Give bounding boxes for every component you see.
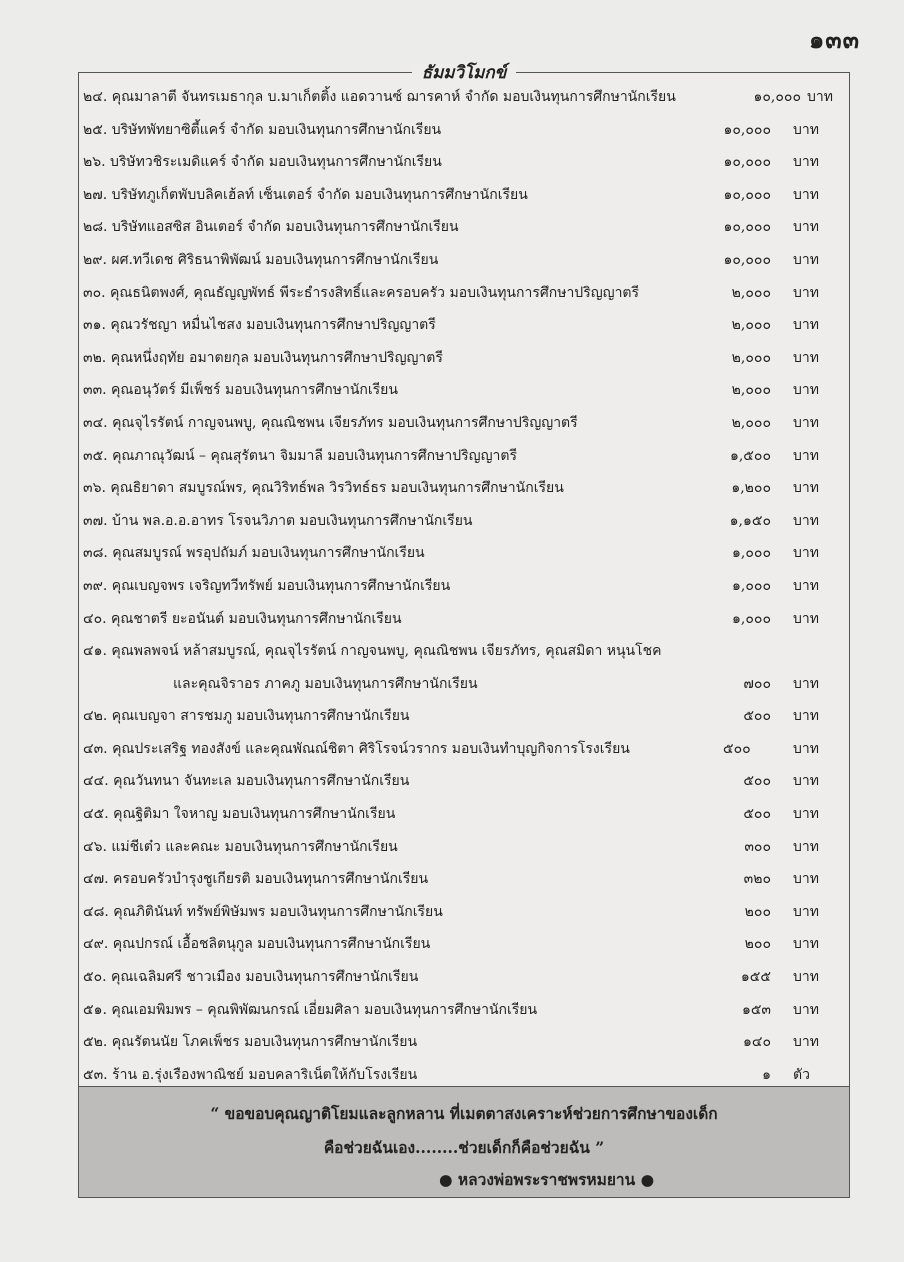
- list-item: [83, 831, 849, 864]
- list-item: [83, 1026, 849, 1059]
- donor-description: ๓๖. คุณธิยาดา สมบูรณ์พร, คุณวิริทธ์พล วิรวิทธ์ธร มอบเงินทุนการศึกษานักเรียน: [83, 480, 564, 497]
- amount-unit: บาท: [793, 1001, 819, 1018]
- quote-box: [79, 1086, 849, 1197]
- donor-description: ๓๘. คุณสมบูรณ์ พรอุปถัมภ์ มอบเงินทุนการศึกษานักเรียน: [83, 545, 425, 562]
- donor-description: ๒๔. คุณมาลาตี จันทรเมธากุล บ.มาเก็ตติ้ง แอดวานซ์ ฌารคาห์ จำกัด มอบเงินทุนการศึกษานักเรียน: [83, 89, 676, 105]
- amount-unit: บาท: [793, 838, 819, 855]
- donor-description: ๔๑. คุณพลพจน์ หล้าสมบูรณ์, คุณจุไรรัตน์ กาญจนพบู, คุณณิชพน เจียรภัทร, คุณสมิดา หนุนโชค: [83, 643, 662, 660]
- quote-line-1: “ ขอขอบคุณญาติโยมและลูกหลาน ที่เมตตาสงเคราะห์ช่วยการศึกษาของเด็ก: [210, 1104, 718, 1123]
- donor-description: ๒๖. บริษัทวชิระเมดิแคร์ จำกัด มอบเงินทุนการศึกษานักเรียน: [83, 154, 442, 171]
- list-item: [83, 635, 849, 668]
- donation-amount: ๑,๑๕๐: [729, 512, 771, 529]
- page-number: ๑๓๓: [808, 25, 860, 54]
- amount-unit: บาท: [793, 708, 819, 725]
- amount-unit: บาท: [793, 740, 819, 757]
- amount-unit: ตัว: [793, 1066, 810, 1083]
- list-item: [83, 211, 849, 244]
- amount-unit: บาท: [793, 349, 819, 366]
- donation-amount: ๕๐๐: [743, 708, 771, 725]
- amount-unit: บาท: [793, 545, 819, 562]
- donation-amount: ๕๐๐: [743, 806, 771, 823]
- amount-unit: บาท: [793, 121, 819, 138]
- list-item: [83, 863, 849, 896]
- amount-unit: บาท: [793, 251, 819, 268]
- donor-description: ๓๓. คุณอนุวัตร์ มีเพ็ชร์ มอบเงินทุนการศึกษานักเรียน: [83, 382, 398, 399]
- donation-amount: ๑๐,๐๐๐: [723, 154, 771, 171]
- donation-amount: ๑๕๕: [740, 969, 771, 986]
- donor-description: ๔๔. คุณวันทนา จันทะเล มอบเงินทุนการศึกษานักเรียน: [83, 773, 410, 790]
- amount-unit: บาท: [793, 186, 819, 203]
- list-item: [83, 146, 849, 179]
- donor-description: ๓๑. คุณวรัชญา หมื่นไชสง มอบเงินทุนการศึกษาปริญญาตรี: [83, 317, 436, 334]
- list-item: [83, 407, 849, 440]
- donor-description: ๔๘. คุณภิตินันท์ ทรัพย์พิษัมพร มอบเงินทุนการศึกษานักเรียน: [83, 903, 443, 920]
- donation-amount: ๑๐,๐๐๐: [723, 186, 771, 203]
- donor-description: ๓๕. คุณภาณุวัฒน์ – คุณสุรัตนา จิมมาลี มอบเงินทุนการศึกษาปริญญาตรี: [83, 447, 517, 464]
- list-item: [83, 277, 849, 310]
- donation-amount: ๑: [762, 1066, 771, 1083]
- amount-unit: บาท: [793, 936, 819, 953]
- amount-unit: บาท: [793, 512, 819, 529]
- list-item: [83, 472, 849, 505]
- list-item: [83, 505, 849, 538]
- list-item: [83, 994, 849, 1027]
- donor-description: ๔๓. คุณประเสริฐ ทองสังข์ และคุณพัณณ์ชิตา ศิริโรจน์วรากร มอบเงินทำบุญกิจการโรงเรียน: [83, 740, 630, 757]
- list-item: [83, 179, 849, 212]
- amount-unit: บาท: [793, 871, 819, 888]
- donor-description: ๓๗. บ้าน พล.อ.อ.อาทร โรจนวิภาต มอบเงินทุนการศึกษานักเรียน: [83, 512, 473, 529]
- donation-amount: ๗๐๐: [743, 675, 771, 692]
- list-item: [83, 570, 849, 603]
- donor-description: ๓๔. คุณจุไรรัตน์ กาญจนพบู, คุณณิชพน เจียรภัทร มอบเงินทุนการศึกษาปริญญาตรี: [83, 414, 578, 431]
- list-item: [83, 928, 849, 961]
- amount-unit: บาท: [793, 219, 819, 236]
- amount-unit: บาท: [793, 154, 819, 171]
- amount-unit: บาท: [793, 382, 819, 399]
- amount-unit: บาท: [793, 806, 819, 823]
- donation-amount: ๑๕๓: [741, 1001, 771, 1018]
- donation-amount: ๒,๐๐๐: [731, 382, 771, 399]
- donor-description: ๕๓. ร้าน อ.รุ่งเรืองพาณิชย์ มอบคลาริเน็ตให้กับโรงเรียน: [83, 1066, 418, 1083]
- list-item: [83, 342, 849, 375]
- list-item: [83, 700, 849, 733]
- section-title: ธัมมวิโมกข์: [412, 63, 517, 83]
- list-item: [83, 81, 849, 114]
- amount-unit: บาท: [793, 317, 819, 334]
- donor-description: ๓๒. คุณหนึ่งฤทัย อมาตยกุล มอบเงินทุนการศึกษาปริญญาตรี: [83, 349, 443, 366]
- quote-line-2: คือช่วยฉันเอง........ช่วยเด็กก็คือช่วยฉัน ”: [323, 1138, 605, 1157]
- list-item: [83, 440, 849, 473]
- donor-description: ๔๐. คุณชาตรี ยะอนันต์ มอบเงินทุนการศึกษานักเรียน: [83, 610, 402, 627]
- donor-list-frame: [78, 63, 850, 1198]
- donation-amount: ๑๐,๐๐๐: [723, 219, 771, 236]
- donation-amount: ๒,๐๐๐: [731, 284, 771, 301]
- list-item: [83, 668, 849, 701]
- list-item: [83, 603, 849, 636]
- donation-amount: ๒,๐๐๐: [731, 414, 771, 431]
- quote-author: ● หลวงพ่อพระราชพรหมยาน ●: [439, 1170, 655, 1189]
- list-item: [83, 114, 849, 147]
- amount-unit: บาท: [793, 1034, 819, 1051]
- donation-amount: ๑,๒๐๐: [731, 480, 771, 497]
- list-item: [83, 537, 849, 570]
- list-item: [83, 961, 849, 994]
- donation-amount: ๑๐,๐๐๐: [723, 251, 771, 268]
- amount-unit: บาท: [793, 577, 819, 594]
- donation-amount: ๓๐๐: [744, 838, 771, 855]
- amount-unit: บาท: [793, 969, 819, 986]
- donation-amount: ๑๔๐: [742, 1034, 771, 1051]
- donor-description: ๒๙. ผศ.ทวีเดช ศิริธนาพิพัฒน์ มอบเงินทุนการศึกษานักเรียน: [83, 251, 439, 268]
- donor-description: ๔๕. คุณฐิติมา ใจหาญ มอบเงินทุนการศึกษานักเรียน: [83, 806, 396, 823]
- amount-unit: บาท: [793, 414, 819, 431]
- donor-description: ๔๖. แม่ชีเต๋ว และคณะ มอบเงินทุนการศึกษานักเรียน: [83, 838, 398, 855]
- list-item: [83, 309, 849, 342]
- donation-amount: ๕๐๐: [723, 740, 751, 757]
- donor-description: และคุณจิราอร ภาคภู มอบเงินทุนการศึกษานักเรียน: [173, 675, 478, 692]
- donation-amount: ๑๐,๐๐๐: [723, 121, 771, 138]
- list-item: [83, 374, 849, 407]
- donation-amount: ๒,๐๐๐: [731, 317, 771, 334]
- list-item: [83, 733, 849, 766]
- donation-amount: ๑๐,๐๐๐: [753, 89, 801, 105]
- donor-description: ๕๑. คุณเอมพิมพร – คุณพิพัฒนกรณ์ เอี่ยมศิลา มอบเงินทุนการศึกษานักเรียน: [83, 1001, 538, 1018]
- donation-amount: ๓๒๐: [743, 871, 771, 888]
- donor-description: ๔๙. คุณปกรณ์ เอื้อชลิตนุกูล มอบเงินทุนการศึกษานักเรียน: [83, 936, 431, 953]
- donation-amount: ๑,๐๐๐: [732, 577, 771, 594]
- donor-description: ๓๙. คุณเบญจพร เจริญทวีทรัพย์ มอบเงินทุนการศึกษานักเรียน: [83, 577, 451, 594]
- amount-unit: บาท: [793, 284, 819, 301]
- donation-amount: ๕๐๐: [743, 773, 771, 790]
- amount-unit: บาท: [793, 480, 819, 497]
- donor-description: ๒๗. บริษัทภูเก็ตพับบลิคเฮ้ลท์ เซ็นเตอร์ จำกัด มอบเงินทุนการศึกษานักเรียน: [83, 186, 528, 203]
- donation-amount: ๑,๕๐๐: [729, 447, 771, 464]
- donor-list: [83, 81, 849, 1091]
- list-item: [83, 765, 849, 798]
- donation-amount: ๒,๐๐๐: [731, 349, 771, 366]
- amount-unit: บาท: [793, 447, 819, 464]
- amount-unit: บาท: [793, 773, 819, 790]
- donor-description: ๔๗. ครอบครัวบำรุงชูเกียรติ มอบเงินทุนการศึกษานักเรียน: [83, 871, 429, 888]
- donation-amount: ๒๐๐: [744, 903, 771, 920]
- amount-unit: บาท: [793, 903, 819, 920]
- amount-unit: บาท: [793, 610, 819, 627]
- donor-description: ๕๐. คุณเฉลิมศรี ชาวเมือง มอบเงินทุนการศึกษานักเรียน: [83, 969, 419, 986]
- amount-unit: บาท: [793, 675, 819, 692]
- donor-description: ๔๒. คุณเบญจา สารชมภู มอบเงินทุนการศึกษานักเรียน: [83, 708, 410, 725]
- donor-description: ๕๒. คุณรัตนนัย โภคเพ็ชร มอบเงินทุนการศึกษานักเรียน: [83, 1034, 418, 1051]
- list-item: [83, 244, 849, 277]
- list-item: [83, 798, 849, 831]
- donor-description: ๒๘. บริษัทแอสซิส อินเตอร์ จำกัด มอบเงินทุนการศึกษานักเรียน: [83, 219, 459, 236]
- donor-description: ๒๕. บริษัทพัทยาซิตี้แคร์ จำกัด มอบเงินทุนการศึกษานักเรียน: [83, 121, 442, 138]
- donor-description: ๓๐. คุณธนิตพงศ์, คุณธัญญพัทธ์ พีระธำรงสิทธิ์และครอบครัว มอบเงินทุนการศึกษาปริญญาตรี: [83, 284, 640, 301]
- donation-amount: ๑,๐๐๐: [732, 545, 771, 562]
- amount-unit: บาท: [807, 89, 833, 105]
- list-item: [83, 896, 849, 929]
- donation-amount: ๑,๐๐๐: [732, 610, 771, 627]
- donation-amount: ๒๐๐: [744, 936, 771, 953]
